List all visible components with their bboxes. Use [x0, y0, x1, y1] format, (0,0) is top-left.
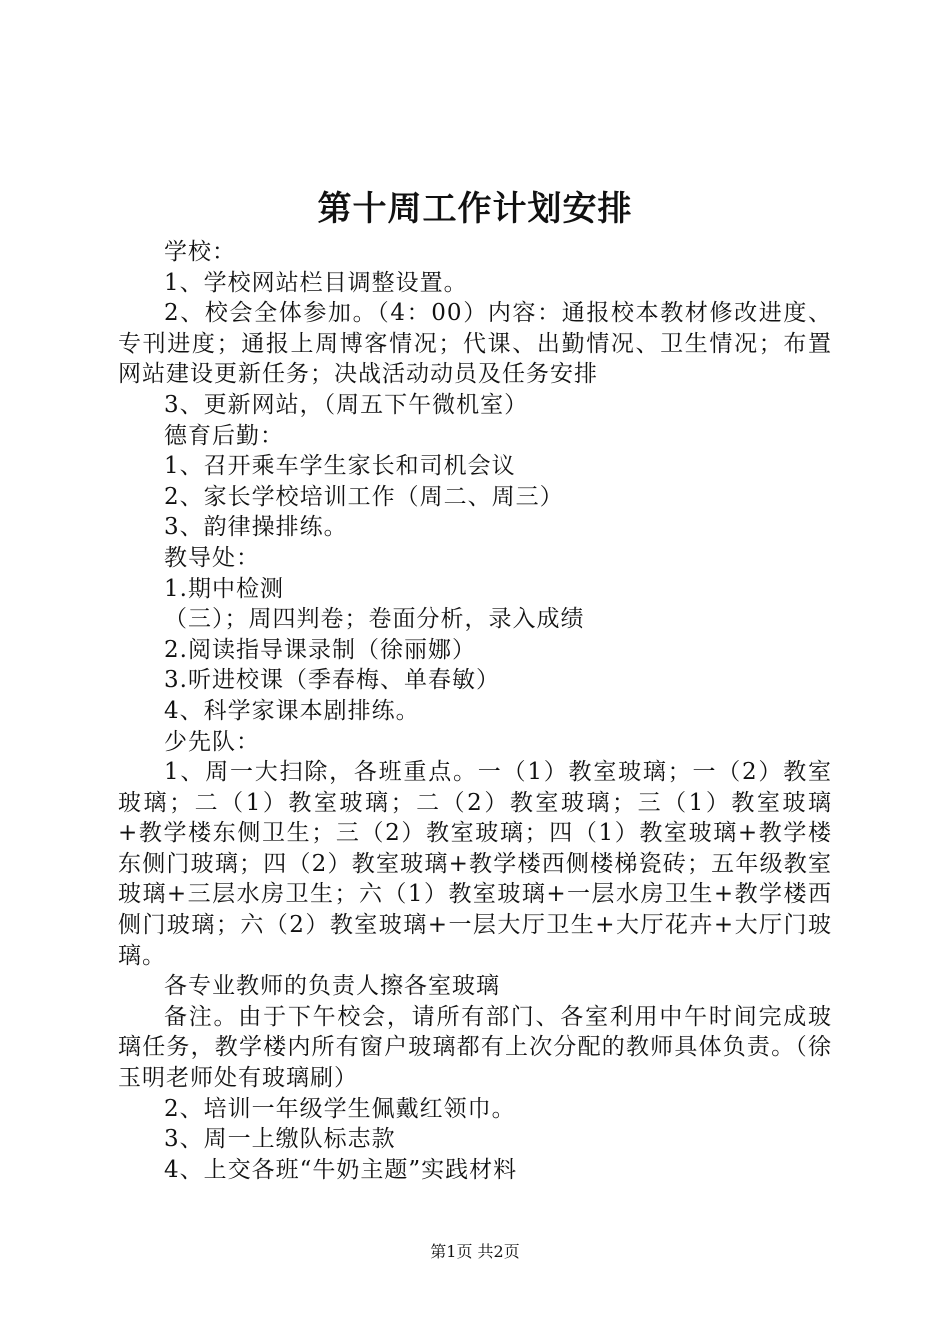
- school-item-3: 3、更新网站，（周五下午微机室）: [164, 391, 529, 418]
- section-heading-moral-logistics: 德育后勤：: [164, 422, 284, 449]
- academic-item-4: 4、科学家课本剧排练。: [164, 697, 420, 724]
- pioneers-item-3: 3、周一上缴队标志款: [164, 1126, 396, 1153]
- school-item-1: 1、学校网站栏目调整设置。: [164, 269, 468, 296]
- pioneers-item-2: 2、培训一年级学生佩戴红领巾。: [164, 1095, 516, 1122]
- section-heading-academic-office: 教导处：: [164, 544, 260, 571]
- page-footer: 第1页 共2页: [430, 1242, 520, 1261]
- moral-item-3: 3、韵律操排练。: [164, 514, 348, 541]
- pioneers-item-4: 4、上交各班“牛奶主题”实践材料: [164, 1156, 518, 1183]
- pioneers-remark: 备注。由于下午校会，请所有部门、各室利用中午时间完成玻璃任务，教学楼内所有窗户玻璃都有上次分配的教师具体负责。（徐玉明老师处有玻璃刷）: [118, 1003, 832, 1092]
- section-heading-young-pioneers: 少先队：: [164, 728, 260, 755]
- document-title: 第十周工作计划安排: [317, 189, 633, 229]
- moral-item-1: 1、召开乘车学生家长和司机会议: [164, 453, 516, 480]
- school-item-2: 2、校会全体参加。（4：00）内容：通报校本教材修改进度、专刊进度；通报上周博客情况；代课、出勤情况、卫生情况；布置网站建设更新任务；决战活动动员及任务安排: [118, 300, 832, 388]
- academic-item-2: 2.阅读指导课录制（徐丽娜）: [164, 636, 476, 663]
- pioneers-item-1: 1、周一大扫除，各班重点。一（1）教室玻璃；一（2）教室玻璃；二（1）教室玻璃；二（2）教室玻璃；三（1）教室玻璃+教学楼东侧卫生；三（2）教室玻璃；四（1）教室玻璃+教学楼东侧门玻璃；四（2）教室玻璃+教学楼西侧楼梯瓷砖；五年级教室玻璃+三层水房卫生；六（1）教室玻璃+一层水房卫生+教学楼西侧门玻璃；六（2）教室玻璃+一层大厅卫生+大厅花卉+大厅门玻璃。: [118, 759, 832, 969]
- academic-item-1-detail: （三）；周四判卷；卷面分析，录入成绩: [164, 606, 585, 633]
- academic-item-1: 1.期中检测: [164, 575, 284, 602]
- section-heading-school: 学校：: [164, 239, 236, 265]
- pioneers-item-1-note: 各专业教师的负责人擦各室玻璃: [164, 973, 500, 1000]
- moral-item-2: 2、家长学校培训工作（周二、周三）: [164, 483, 564, 510]
- document-body: [118, 237, 832, 1185]
- academic-item-3: 3.听进校课（季春梅、单春敏）: [164, 667, 500, 694]
